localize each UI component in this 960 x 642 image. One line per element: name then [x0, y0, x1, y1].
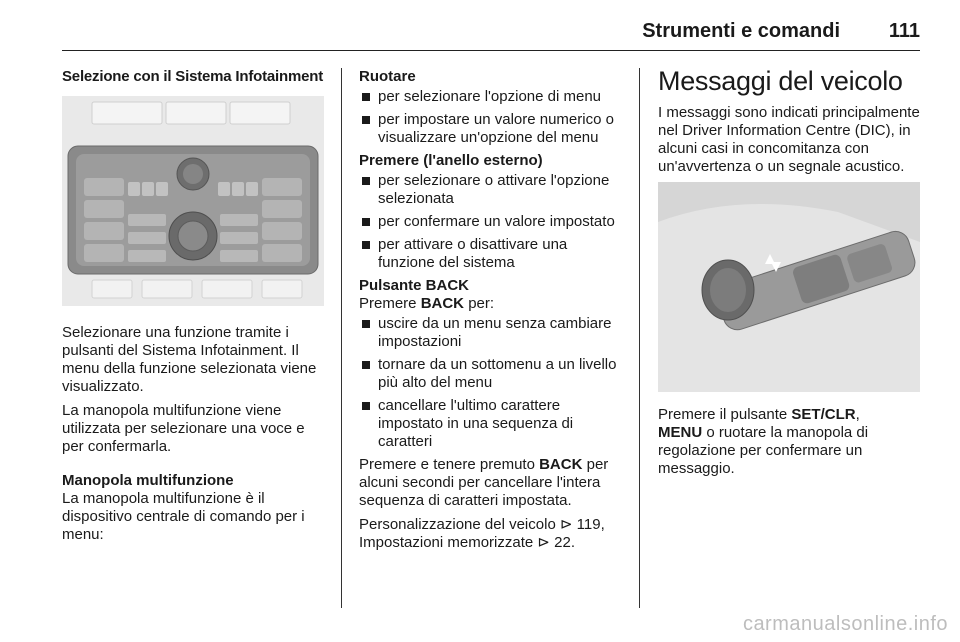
list-item: per selezionare l'opzione di menu: [359, 88, 624, 106]
list-item: per attivare o disattivare una funzione del sistema: [359, 236, 624, 272]
paragraph: Premere il pulsante SET/CLR, MENU o ruotare la manopola di regolazione per confermare un messaggio.: [658, 406, 869, 477]
watermark: carmanualsonline.info: [742, 613, 948, 635]
header-title: Strumenti e comandi: [642, 20, 840, 42]
stalk-control-illustration: [658, 182, 920, 392]
page-number: 111: [888, 20, 920, 42]
list-item: per selezionare o attivare l'opzione selezionata: [359, 172, 624, 208]
list-item: per impostare un valore numerico o visualizzare un'opzione del menu: [359, 111, 624, 147]
infotainment-panel-figure: [62, 96, 324, 306]
paragraph: La manopola multifunzione è il dispositivo centrale di comando per i menu:: [62, 490, 305, 543]
column-divider: [639, 68, 640, 608]
paragraph: La manopola multifunzione viene utilizzata per selezionare una voce e per confermarla.: [62, 402, 305, 455]
column-2: [359, 68, 624, 552]
column-3: [658, 68, 920, 484]
list-item: per confermare un valore impostato: [359, 213, 624, 231]
stalk-control-figure: [658, 182, 920, 392]
subheading: Manopola multifunzione: [62, 472, 234, 489]
heading-press: Premere (l'anello esterno): [359, 152, 543, 169]
list-item: tornare da un sottomenu a un livello più alto del menu: [359, 356, 624, 392]
cross-reference[interactable]: Impostazioni memorizzate ⊳ 22.: [359, 534, 575, 551]
page-header: [62, 14, 920, 51]
section-heading: Messaggi del veicolo: [658, 66, 903, 96]
heading-rotate: Ruotare: [359, 68, 416, 85]
paragraph: Selezionare una funzione tramite i pulsanti del Sistema Infotainment. Il menu della funzione selezionata viene visualizzato.: [62, 324, 317, 395]
paragraph: Premere e tenere premuto BACK per alcuni secondi per cancellare l'intera sequenza di caratteri impostata.: [359, 456, 609, 509]
list-item: uscire da un menu senza cambiare impostazioni: [359, 315, 624, 351]
list-item: cancellare l'ultimo carattere impostato in una sequenza di caratteri: [359, 397, 624, 451]
column-divider: [341, 68, 342, 608]
section-title: Selezione con il Sistema Infotainment: [62, 68, 323, 85]
infotainment-panel-illustration: [62, 96, 324, 306]
paragraph: I messaggi sono indicati principalmente nel Driver Information Centre (DIC), in alcuni casi in concomitanza con un'avvertenza o un segnale acustico.: [658, 104, 920, 175]
column-1: [62, 68, 324, 550]
cross-reference[interactable]: Personalizzazione del veicolo ⊳ 119,: [359, 516, 605, 533]
heading-back: Pulsante BACK: [359, 277, 470, 294]
back-intro: Premere BACK per:: [359, 295, 495, 312]
